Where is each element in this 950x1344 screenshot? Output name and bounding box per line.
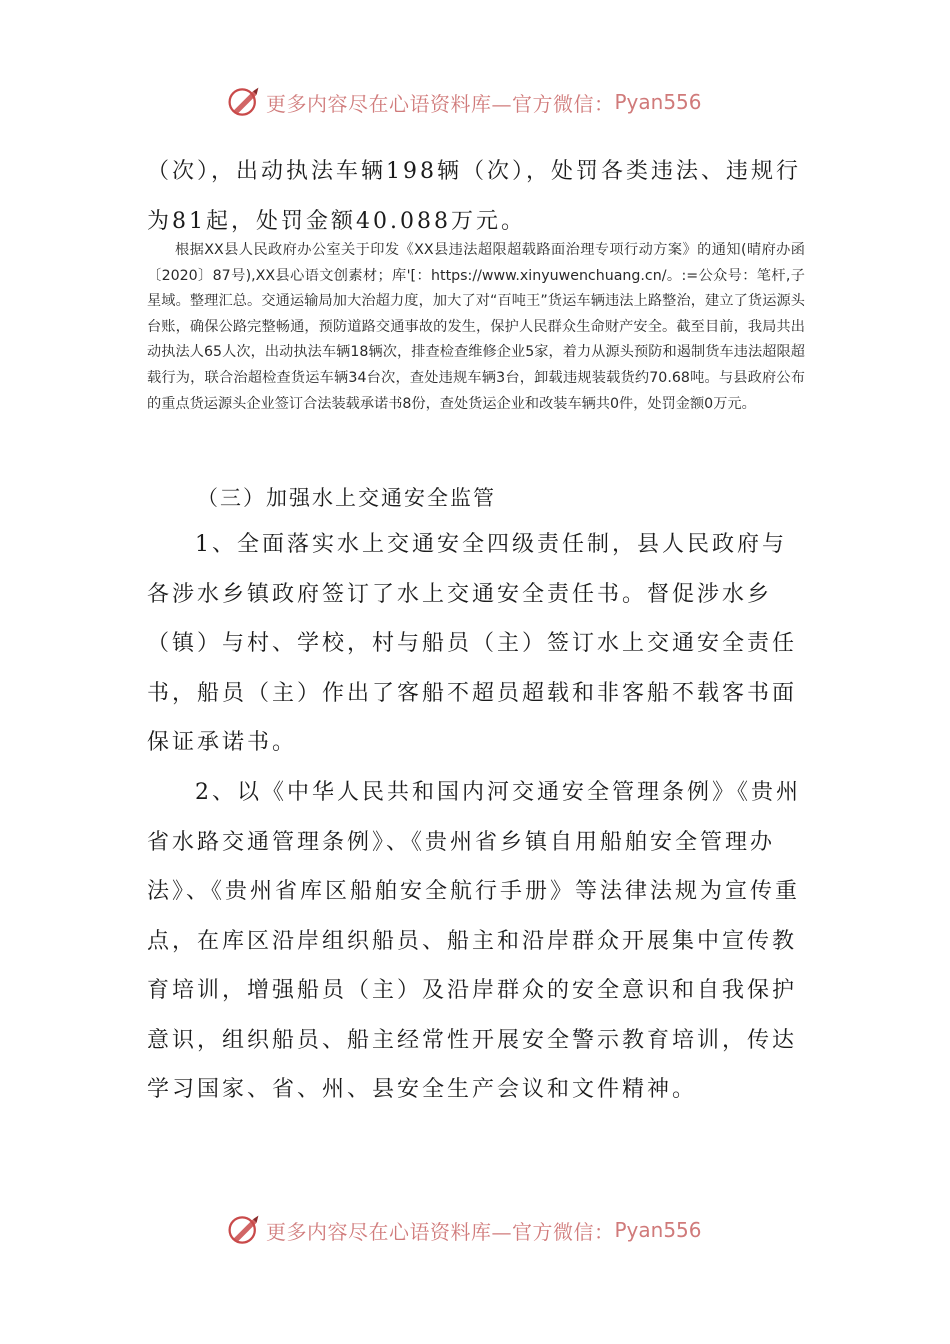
paragraph-publicity-training: 2、以《中华人民共和国内河交通安全管理条例》《贵州省水路交通管理条例》、《贵州省乡镇自用船舶安全管理办法》、《贵州省库区船舶安全航行手册》等法律法规为宣传重点，在库区沿岸组织船员、船主和沿岸群众开展集中宣传教育培训，增强船员（主）及沿岸群众的安全意识和自我保护意识，组织船员、船主经常性开展安全警示教育培训，传达学习国家、省、州、县安全生产会议和文件精神。	[147, 780, 801, 1102]
banner-wechat-id: Pyan556	[614, 1218, 702, 1242]
pen-logo-icon	[226, 1212, 262, 1248]
paragraph-responsibility-system: 1、全面落实水上交通安全四级责任制，县人民政府与各涉水乡镇政府签订了水上交通安全责任书。督促涉水乡（镇）与村、学校，村与船员（主）签订水上交通安全责任书，船员（主）作出了客船不超员超载和非客船不载客书面保证承诺书。	[147, 532, 798, 755]
banner-inner	[226, 1210, 702, 1250]
paragraph-enforcement-summary: （次），出动执法车辆198辆（次），处罚各类违法、违规行为81起，处罚金额40.088万元。	[147, 159, 801, 234]
header-banner	[0, 82, 950, 122]
banner-text: 更多内容尽在心语资料库—官方微信：	[266, 91, 615, 116]
paragraph-overload-control: 根据XX县人民政府办公室关于印发《XX县违法超限超载路面治理专项行动方案》的通知(晴府办函〔2020〕87号),XX县心语文创素材；库'[：https://www.xinyuwenchuang.cn/。:=公众号：笔杆,子星域。整理汇总。交通运输局加大治超力度，加大了对“百吨王”货运车辆违法上路整治，建立了货运源头台账，确保公路完整畅通，预防道路交通事故的发生，保护人民群众生命财产安全。截至目前，我局共出动执法人65人次，出动执法车辆18辆次，排查检查维修企业5家，着力从源头预防和遏制货车违法超限超载行为，联合治超检查货运车辆34台次，查处违规车辆3台，卸载违规装载货约70.68吨。与县政府公布的重点货运源头企业签订合法装载承诺书8份，查处货运企业和改装车辆共0件，处罚金额0万元。	[147, 242, 805, 412]
banner-wechat-id: Pyan556	[614, 90, 702, 114]
banner-text: 更多内容尽在心语资料库—官方微信：	[266, 1219, 615, 1244]
section-heading-water-traffic: （三）加强水上交通安全监管	[197, 486, 496, 510]
pen-logo-icon	[226, 84, 262, 120]
footer-banner	[0, 1210, 950, 1250]
banner-inner	[226, 82, 702, 122]
